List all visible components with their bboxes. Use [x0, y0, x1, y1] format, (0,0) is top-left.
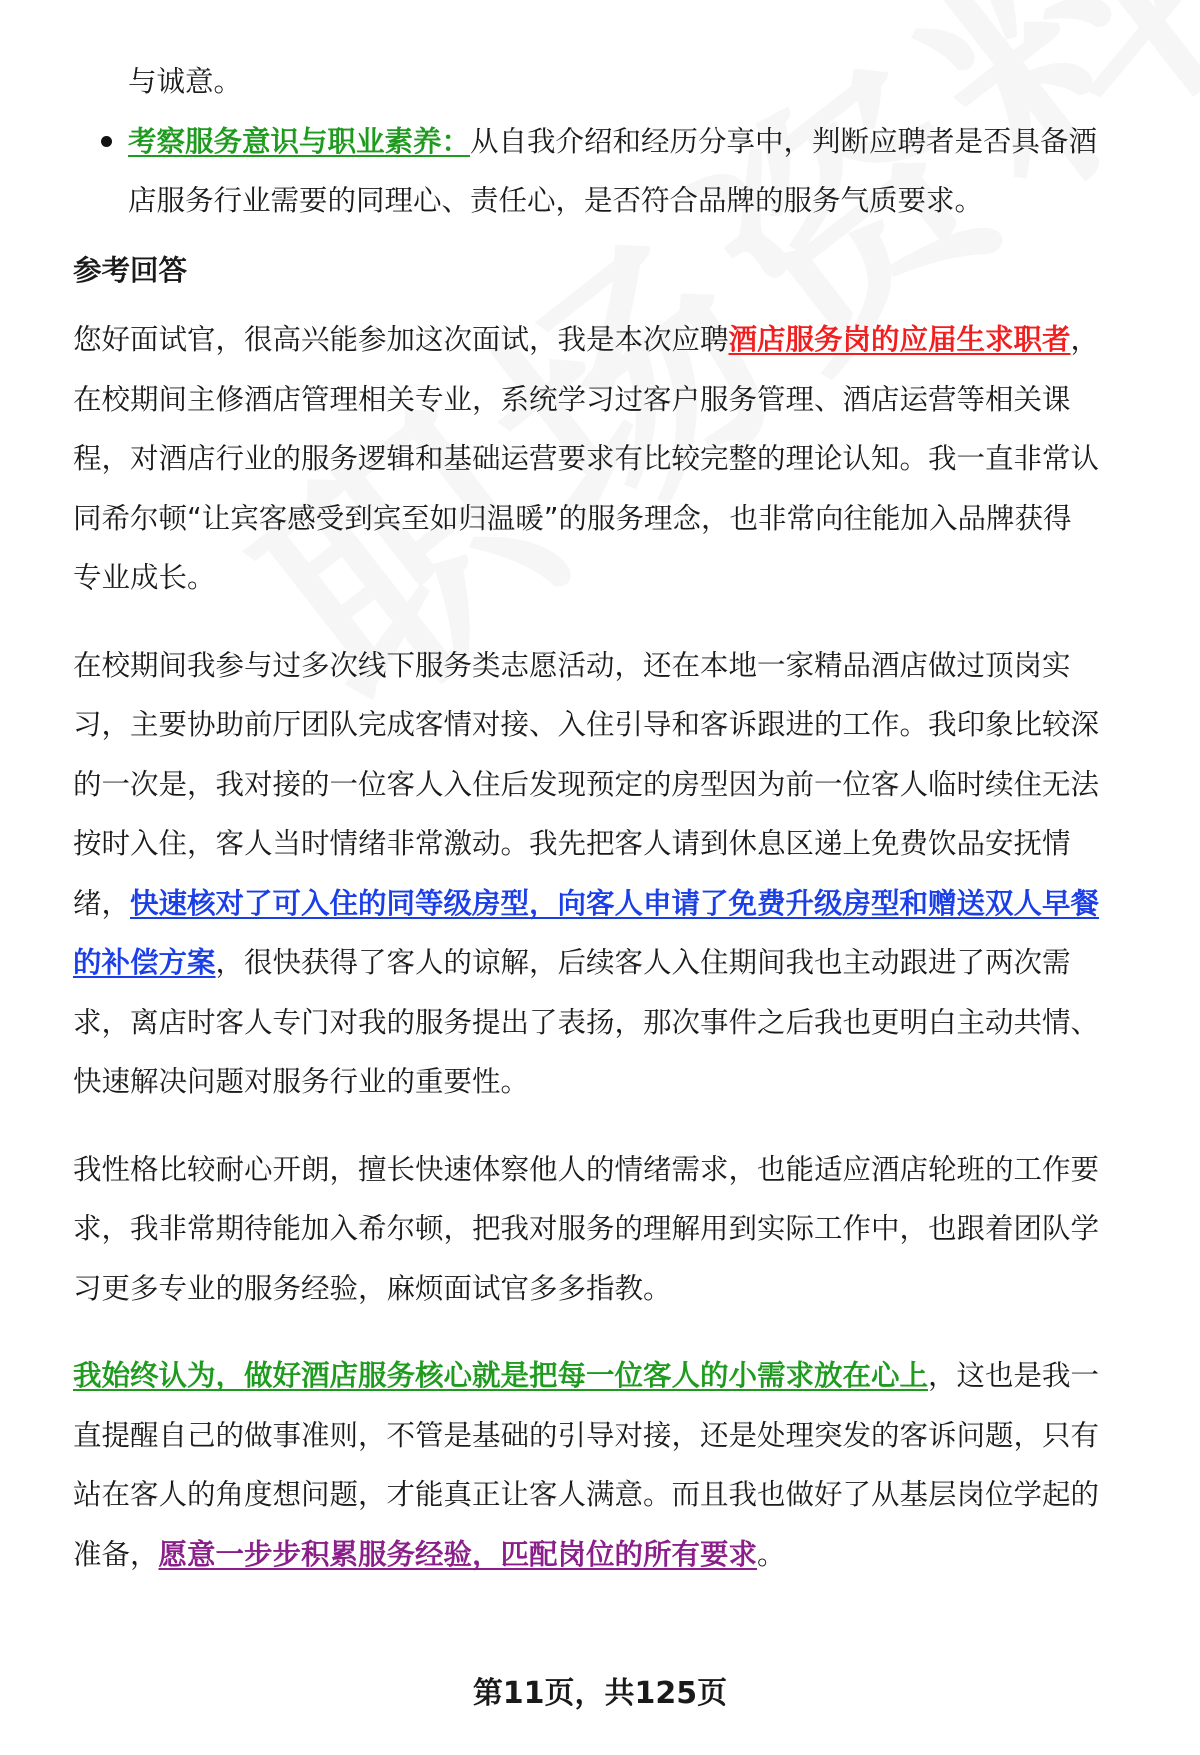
paragraph-line: 的一次是，我对接的一位客人入住后发现预定的房型因为前一位客人临时续住无法 [73, 767, 1100, 801]
paragraph-line: 我性格比较耐心开朗，擅长快速体察他人的情绪需求，也能适应酒店轮班的工作要 [73, 1152, 1100, 1186]
paragraph-line: 求，我非常期待能加入希尔顿，把我对服务的理解用到实际工作中，也跟着团队学 [73, 1212, 1100, 1245]
paragraph-line [73, 874, 1148, 934]
highlight-purple: 愿意一步步积累服务经验，匹配岗位的所有要求 [158, 1537, 758, 1571]
paragraph-3 [73, 1140, 1148, 1319]
paragraph-text: ，这也是我一 [928, 1359, 1100, 1392]
bullet-label: 考察服务意识与职业素养： [128, 124, 471, 158]
paragraph-text: 绪， [73, 886, 131, 920]
paragraph-line: 站在客人的角度想问题，才能真正让客人满意。而且我也做好了从基层岗位学起的 [73, 1478, 1100, 1511]
paragraph-text: 准备， [73, 1537, 159, 1571]
page-number-footer: 第11页，共125页 [472, 1676, 728, 1711]
paragraph-line: 习，主要协助前厅团队完成客情对接、入住引导和客诉跟进的工作。我印象比较深 [73, 708, 1100, 741]
paragraph-2 [73, 636, 1148, 1112]
intro-tail-text: 与诚意。 [128, 65, 243, 98]
bullet-item-continuation [73, 171, 1148, 231]
bullet-item [73, 112, 1148, 172]
paragraph-gap [73, 1112, 1148, 1140]
paragraph-line: 专业成长。 [73, 561, 216, 594]
bullet-text-line2: 店服务行业需要的同理心、责任心，是否符合品牌的服务气质要求。 [128, 184, 984, 217]
section-heading [73, 241, 1148, 301]
paragraph-text: ， [1070, 323, 1100, 356]
paragraph-text: ，很快获得了客人的谅解，后续客人入住期间我也主动跟进了两次需 [215, 946, 1071, 979]
paragraph-line: 同希尔顿“让宾客感受到宾至如归温暖”的服务理念，也非常向往能加入品牌获得 [73, 501, 1072, 535]
highlight-red: 酒店服务岗的应届生求职者 [728, 323, 1071, 356]
paragraph-line [73, 933, 1148, 993]
paragraph-gap [73, 608, 1148, 636]
paragraph-line: 直提醒自己的做事准则，不管是基础的引导对接，还是处理突发的客诉问题，只有 [73, 1418, 1100, 1452]
paragraph-line [73, 310, 1148, 370]
paragraph-line: 求，离店时客人专门对我的服务提出了表扬，那次事件之后我也更明白主动共情、 [73, 1005, 1100, 1039]
paragraph-line: 在校期间主修酒店管理相关专业，系统学习过客户服务管理、酒店运营等相关课 [73, 382, 1071, 416]
bullet-dot-icon [101, 136, 112, 147]
paragraph-line: 程，对酒店行业的服务逻辑和基础运营要求有比较完整的理论认知。我一直非常认 [73, 442, 1100, 475]
document-content [73, 52, 1148, 1584]
intro-tail-line [73, 52, 1148, 112]
section-heading-text: 参考回答 [73, 253, 188, 287]
paragraph-gap [73, 1318, 1148, 1346]
highlight-green: 我始终认为，做好酒店服务核心就是把每一位客人的小需求放在心上 [73, 1359, 929, 1392]
paragraph-text: 。 [757, 1537, 786, 1571]
bullet-text-line1: 从自我介绍和经历分享中，判断应聘者是否具备酒 [470, 124, 1098, 158]
highlight-blue: 的补偿方案 [73, 946, 216, 979]
paragraph-line: 习更多专业的服务经验，麻烦面试官多多指教。 [73, 1271, 672, 1305]
paragraph-line [73, 1525, 1148, 1585]
paragraph-text: 您好面试官，很高兴能参加这次面试，我是本次应聘 [73, 323, 729, 356]
highlight-blue: 快速核对了可入住的同等级房型，向客人申请了免费升级房型和赠送双人早餐 [130, 886, 1100, 920]
paragraph-line [73, 1346, 1148, 1406]
paragraph-line: 按时入住，客人当时情绪非常激动。我先把客人请到休息区递上免费饮品安抚情 [73, 827, 1071, 860]
paragraph-line: 在校期间我参与过多次线下服务类志愿活动，还在本地一家精品酒店做过顶岗实 [73, 648, 1071, 682]
paragraph-4 [73, 1346, 1148, 1584]
paragraph-line: 快速解决问题对服务行业的重要性。 [73, 1065, 530, 1098]
paragraph-1 [73, 310, 1148, 608]
